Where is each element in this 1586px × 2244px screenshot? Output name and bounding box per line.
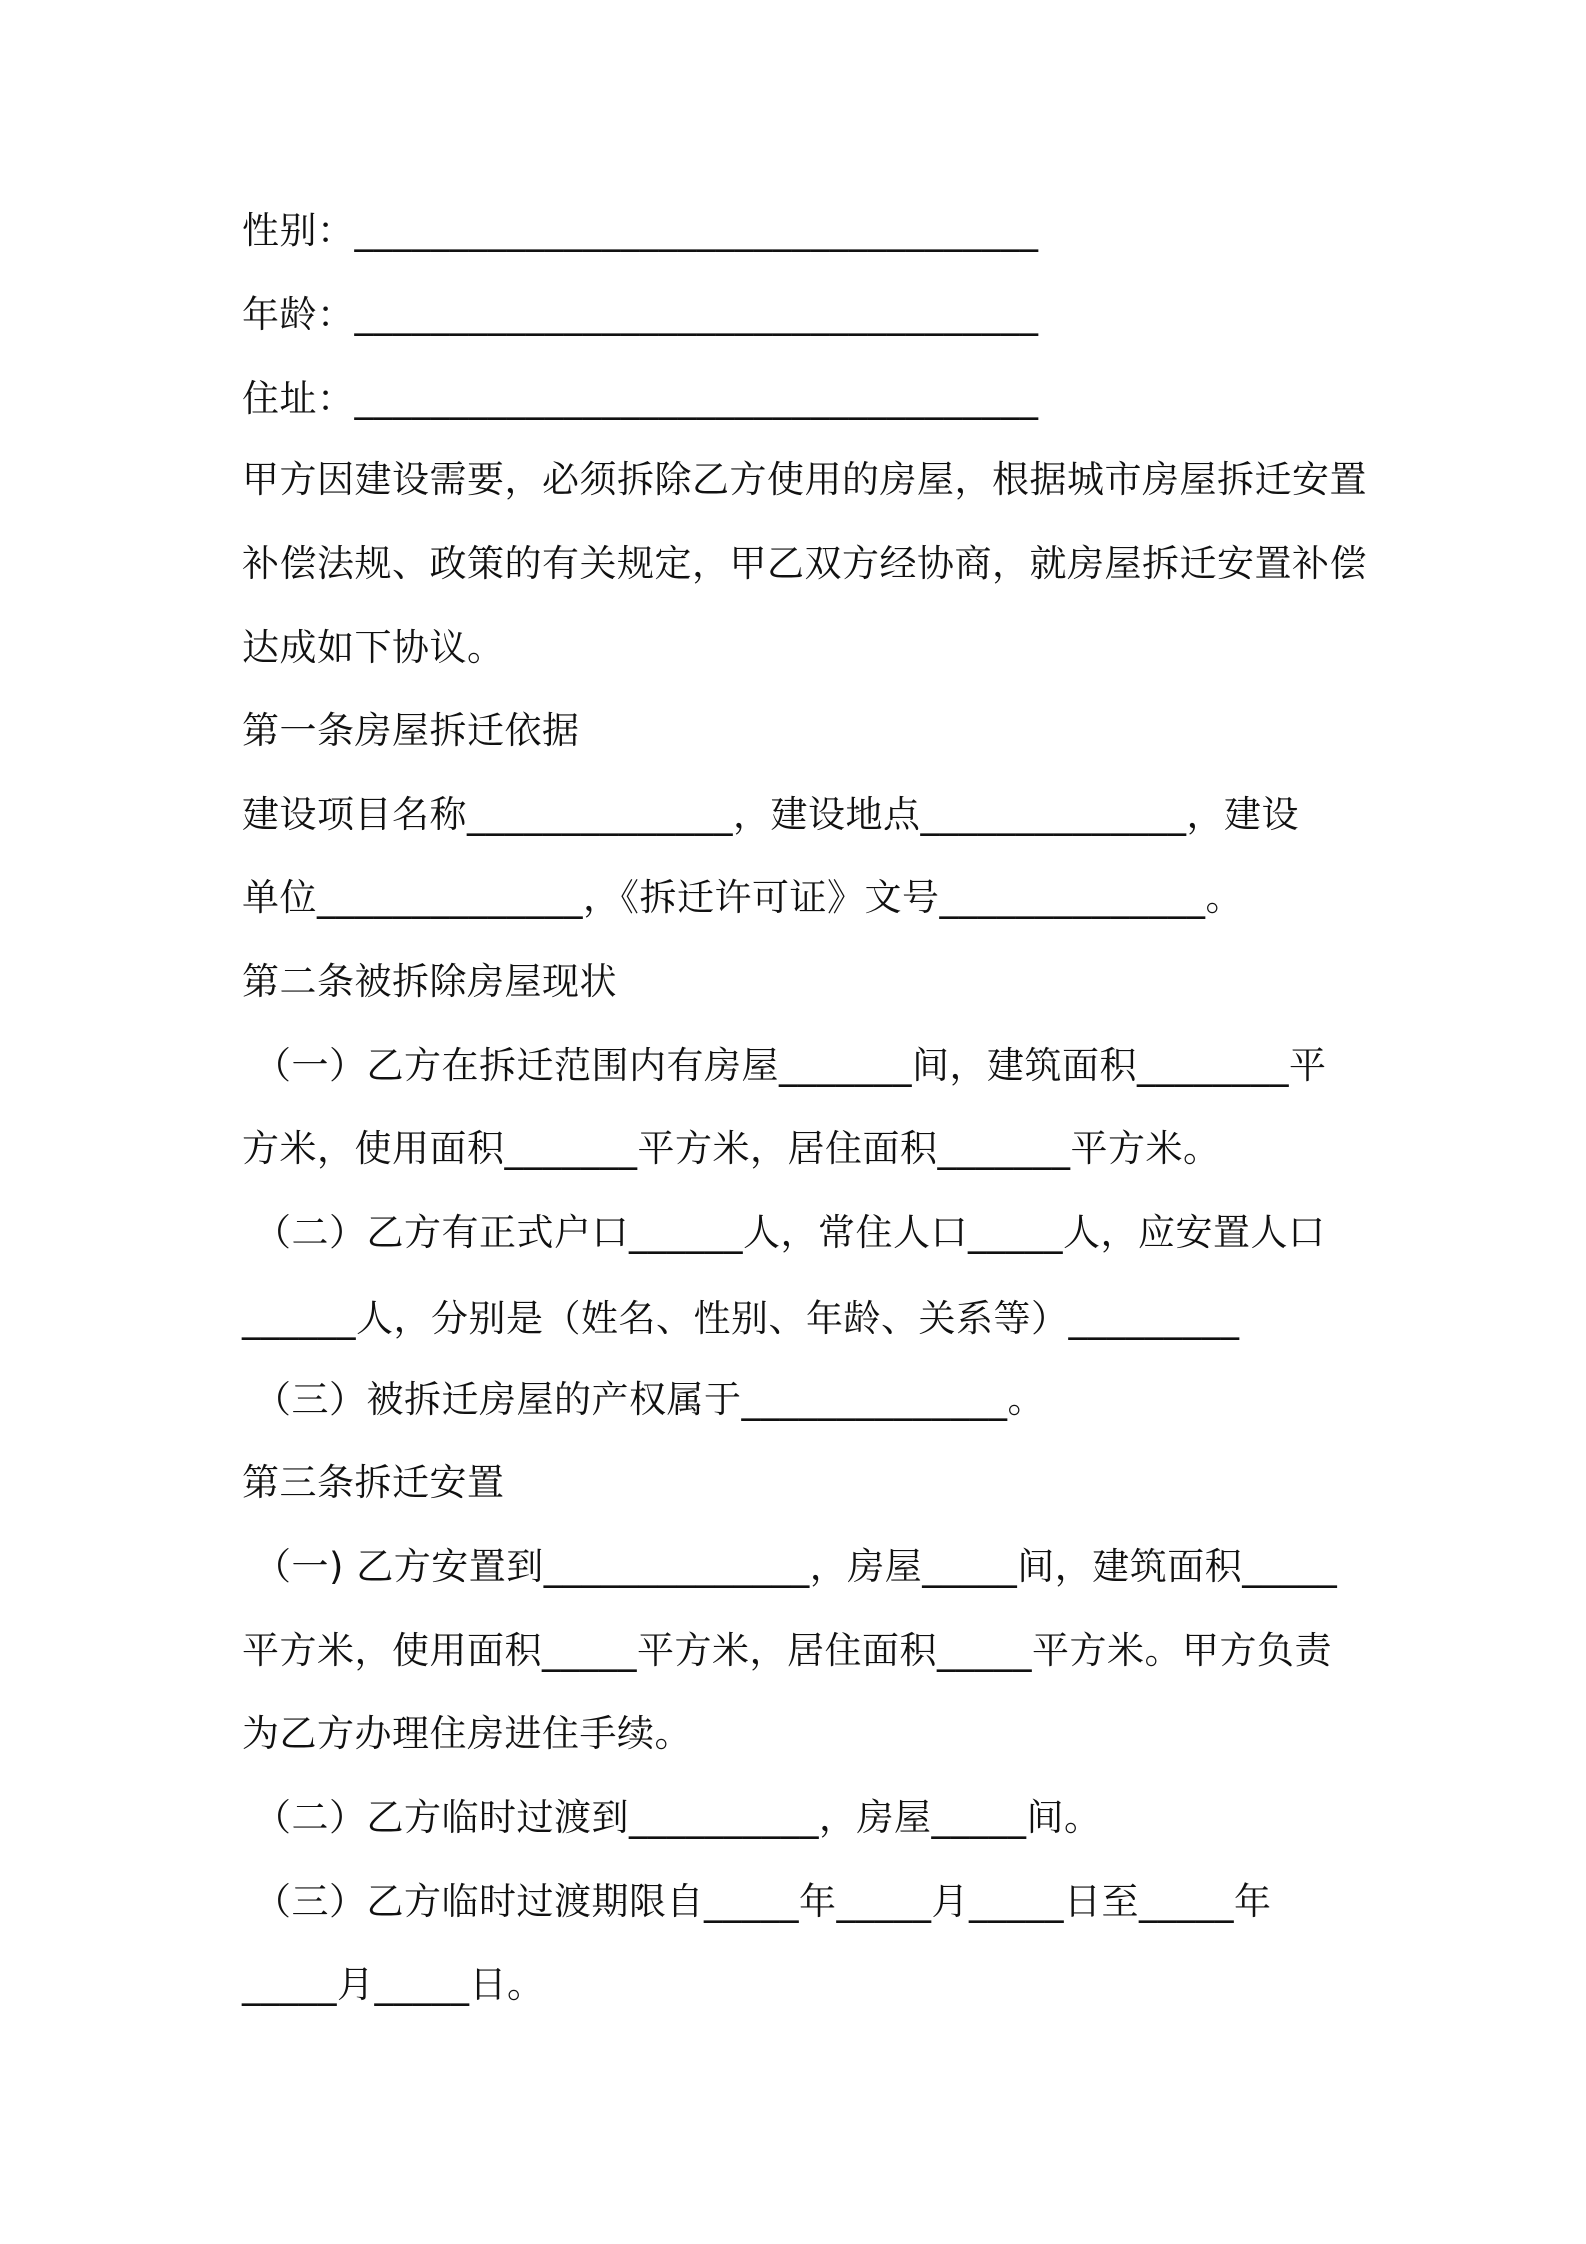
article-2-heading: 第二条被拆除房屋现状 [242,960,617,1003]
article-3-item-3-line-1: （三）乙方临时过渡期限自_____年_____月_____日至_____年 [254,1880,1272,1923]
article-1-heading: 第一条房屋拆迁依据 [242,709,580,752]
preamble-line-3: 达成如下协议。 [242,626,505,669]
article-2-item-2-line-2: ______人，分别是（姓名、性别、年龄、关系等）_________ [242,1297,1240,1340]
article-3-item-1-line-1: （一) 乙方安置到______________，房屋_____间，建筑面积_____ [254,1545,1338,1588]
article-1-line-2: 单位______________，《拆迁许可证》文号______________。 [242,876,1243,919]
article-3-item-1-line-2: 平方米，使用面积_____平方米，居住面积_____平方米。甲方负责 [242,1629,1332,1672]
article-3-heading: 第三条拆迁安置 [242,1461,505,1504]
gender-field-line: 性别：____________________________________ [242,209,1039,252]
article-2-item-1-line-1: （一）乙方在拆迁范围内有房屋_______间，建筑面积________平 [254,1044,1327,1087]
age-field-line: 年龄：____________________________________ [242,293,1039,336]
preamble-line-1: 甲方因建设需要，必须拆除乙方使用的房屋，根据城市房屋拆迁安置 [242,458,1367,501]
article-3-item-3-line-2: _____月_____日。 [242,1963,545,2006]
article-2-item-1-line-2: 方米，使用面积_______平方米，居住面积_______平方米。 [242,1127,1221,1170]
article-2-item-3: （三）被拆迁房屋的产权属于______________。 [254,1378,1045,1421]
article-2-item-2-line-1: （二）乙方有正式户口______人，常住人口_____人，应安置人口 [254,1211,1326,1254]
article-3-item-2: （二）乙方临时过渡到__________，房屋_____间。 [254,1796,1102,1839]
article-3-item-1-line-3: 为乙方办理住房进住手续。 [242,1712,692,1755]
article-1-line-1: 建设项目名称______________，建设地点______________，建设 [242,793,1299,836]
address-field-line: 住址：____________________________________ [242,377,1039,420]
preamble-line-2: 补偿法规、政策的有关规定，甲乙双方经协商，就房屋拆迁安置补偿 [242,542,1367,585]
